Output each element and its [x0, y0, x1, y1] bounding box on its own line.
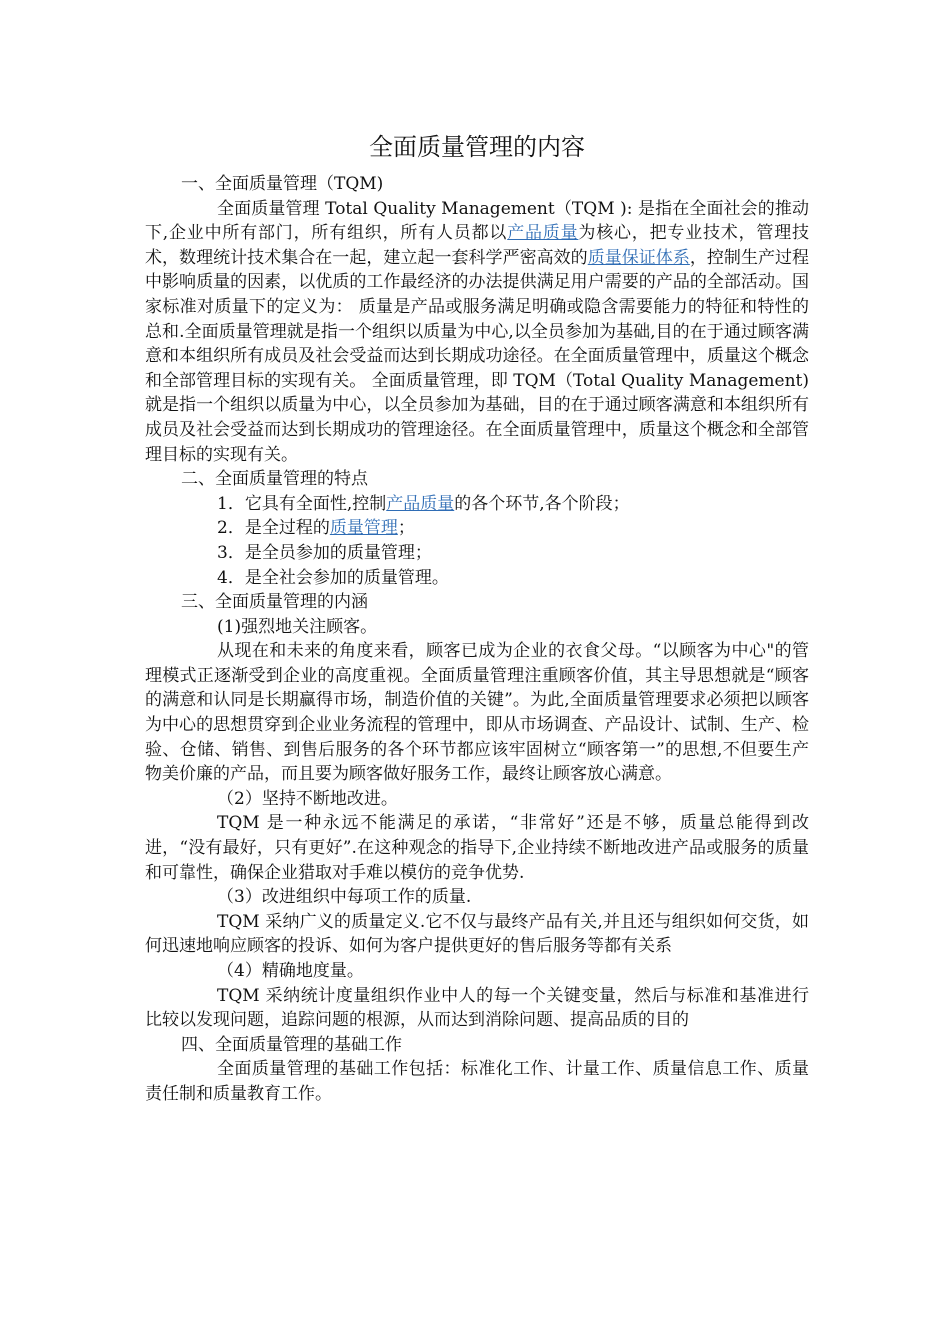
link-quality-assurance-system[interactable]: 质量保证体系: [587, 247, 690, 268]
feature-item-3: 3．是全员参加的质量管理；: [217, 542, 432, 563]
section-2-heading: 二、全面质量管理的特点: [181, 469, 368, 490]
feature-item-2-text-a: 2．是全过程的: [217, 518, 330, 539]
section-1-paragraph: [145, 197, 809, 468]
subsection-3-heading: （3）改进组织中每项工作的质量.: [217, 887, 472, 908]
feature-item-1-text-a: 1．它具有全面性,控制: [217, 493, 387, 514]
section-4-paragraph: 全面质量管理的基础工作包括：标准化工作、计量工作、质量信息工作、质量责任制和质量教育工作。: [145, 1059, 809, 1104]
feature-item-4: 4．是全社会参加的质量管理。: [217, 567, 449, 588]
subsection-2-heading: （2）坚持不断地改进。: [217, 788, 398, 809]
link-product-quality-2[interactable]: 产品质量: [386, 493, 455, 514]
feature-item-2: [145, 516, 809, 541]
feature-item-1: [145, 492, 809, 517]
document-body: [145, 130, 809, 1107]
link-product-quality[interactable]: 产品质量: [507, 223, 579, 244]
subsection-2-paragraph: TQM 是一种永远不能满足的承诺，“非常好”还是不够，质量总能得到改进，“没有最好，只有更好”.在这种观念的指导下,企业持续不断地改进产品或服务的质量和可靠性，确保企业猎取对手难以模仿的竞争优势.: [145, 813, 809, 883]
section-1-text-c: ，控制生产过程中影响质量的因素，以优质的工作最经济的办法提供满足用户需要的产品的全部活动。国家标准对质量下的定义为： 质量是产品或服务满足明确或隐含需要能力的特征和特性的总和.全面质量管理就是指一个组织以质量为中心,以全员参加为基础,目的在于通过顾客满意和本组织所有成员及社会受益而达到长期成功途径。在全面质量管理中，质量这个概念和全部管理目标的实现有关。 全面质量管理，即 TQM（Total Quality Management)就是指一个组织以质量为中心，以全员参加为基础，目的在于通过顾客满意和本组织所有成员及社会受益而达到长期成功的管理途径。在全面质量管理中，质量这个概念和全部管理目标的实现有关。: [145, 247, 810, 465]
section-3-heading: 三、全面质量管理的内涵: [181, 592, 368, 613]
subsection-1-heading: (1)强烈地关注顾客。: [217, 616, 378, 637]
subsection-3-paragraph: TQM 采纳广义的质量定义.它不仅与最终产品有关,并且还与组织如何交货，如何迅速地响应顾客的投诉、如何为客户提供更好的售后服务等都有关系: [145, 911, 809, 957]
link-quality-management[interactable]: 质量管理: [329, 518, 398, 539]
section-1-text-b: 为核心，把专业技术，管理技术，数理统计技术集合在一起，建立起一套科学严密高效的: [145, 223, 810, 268]
section-4-heading: 四、全面质量管理的基础工作: [181, 1034, 402, 1055]
subsection-4-paragraph: TQM 采纳统计度量组织作业中人的每一个关键变量，然后与标准和基准进行比较以发现问题，追踪问题的根源，从而达到消除问题、提高品质的目的: [145, 985, 809, 1031]
subsection-1-paragraph: 从现在和未来的角度来看，顾客已成为企业的衣食父母。“以顾客为中心"的管理模式正逐渐受到企业的高度重视。全面质量管理注重顾客价值，其主导思想就是“顾客的满意和认同是长期赢得市场，制造价值的关键”。为此,全面质量管理要求必须把以顾客为中心的思想贯穿到企业业务流程的管理中，即从市场调查、产品设计、试制、生产、检验、仓储、销售、到售后服务的各个环节都应该牢固树立“顾客第一”的思想,不但要生产物美价廉的产品，而且要为顾客做好服务工作，最终让顾客放心满意。: [145, 641, 809, 785]
feature-item-2-text-b: ；: [397, 518, 415, 539]
section-1-text-a: 全面质量管理 Total Quality Management（TQM ): 是指在全面社会的推动下,企业中所有部门，所有组织，所有人员都以: [145, 198, 809, 244]
page-title: 全面质量管理的内容: [369, 133, 585, 161]
section-1-heading: 一、全面质量管理（TQM): [181, 174, 384, 194]
feature-item-1-text-b: 的各个环节,各个阶段；: [454, 493, 630, 514]
subsection-4-heading: （4）精确地度量。: [217, 961, 364, 981]
